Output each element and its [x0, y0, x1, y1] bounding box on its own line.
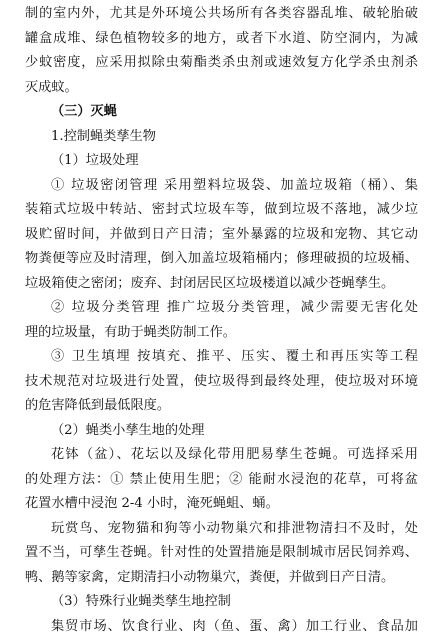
text-line: （2）蝇类小孳生地的处理 [25, 419, 418, 444]
text-line: 集贸市场、饮食行业、肉（鱼、蛋、禽）加工行业、食品加 [25, 615, 418, 639]
text-line: （1）垃圾处理 [25, 149, 418, 174]
text-line: 花钵（盆）、花坛以及绿化带用肥易孳生苍蝇。可选择采用 [25, 443, 418, 468]
text-line: 花置水槽中浸泡 2-4 小时，淹死蝇蛆、蛹。 [25, 492, 418, 517]
text-line: 玩赏鸟、宠物猫和狗等小动物巢穴和排泄物清扫不及时，处 [25, 517, 418, 542]
section-heading: （三）灭蝇 [25, 100, 418, 125]
text-line: 技术规范对垃圾进行处置，使垃圾得到最终处理，使垃圾对环境 [25, 370, 418, 395]
text-line: 鸭、鹅等家禽，定期清扫小动物巢穴，粪便，并做到日产日清。 [25, 566, 418, 591]
text-line: 装箱式垃圾中转站、密封式垃圾车等，做到垃圾不落地，减少垃 [25, 198, 418, 223]
text-line: ③ 卫生填埋 按填充、推平、压实、覆土和再压实等工程 [25, 345, 418, 370]
text-line: 理的垃圾量，有助于蝇类防制工作。 [25, 321, 418, 346]
text-line: ② 垃圾分类管理 推广垃圾分类管理，减少需要无害化处 [25, 296, 418, 321]
text-line: 罐盒成堆、绿色植物较多的地方，或者下水道、防空洞内，为减 [25, 27, 418, 52]
text-line: 圾贮留时间，并做到日产日清；室外暴露的垃圾和宠物、其它动 [25, 223, 418, 248]
text-line: 垃圾箱使之密闭；废弃、封闭居民区垃圾楼道以减少苍蝇孳生。 [25, 272, 418, 297]
text-line: 1.控制蝇类孳生物 [25, 125, 418, 150]
text-line: 灭成蚊。 [25, 76, 418, 101]
text-line: （3）特殊行业蝇类孳生地控制 [25, 590, 418, 615]
text-line: 制的室内外，尤其是外环境公共场所有各类容器乱堆、破轮胎破 [25, 2, 418, 27]
text-line: 置不当，可孳生苍蝇。针对性的处置措施是限制城市居民饲养鸡、 [25, 541, 418, 566]
text-line: 的危害降低到最低限度。 [25, 394, 418, 419]
text-line: ① 垃圾密闭管理 采用塑料垃圾袋、加盖垃圾箱（桶）、集 [25, 174, 418, 199]
text-line: 少蚊密度，应采用拟除虫菊酯类杀虫剂或速效复方化学杀虫剂杀 [25, 51, 418, 76]
text-line: 的处理方法：① 禁止使用生肥；② 能耐水浸泡的花草，可将盆 [25, 468, 418, 493]
text-line: 物粪便等应及时清理，倒入加盖垃圾箱桶内；修理破损的垃圾桶、 [25, 247, 418, 272]
